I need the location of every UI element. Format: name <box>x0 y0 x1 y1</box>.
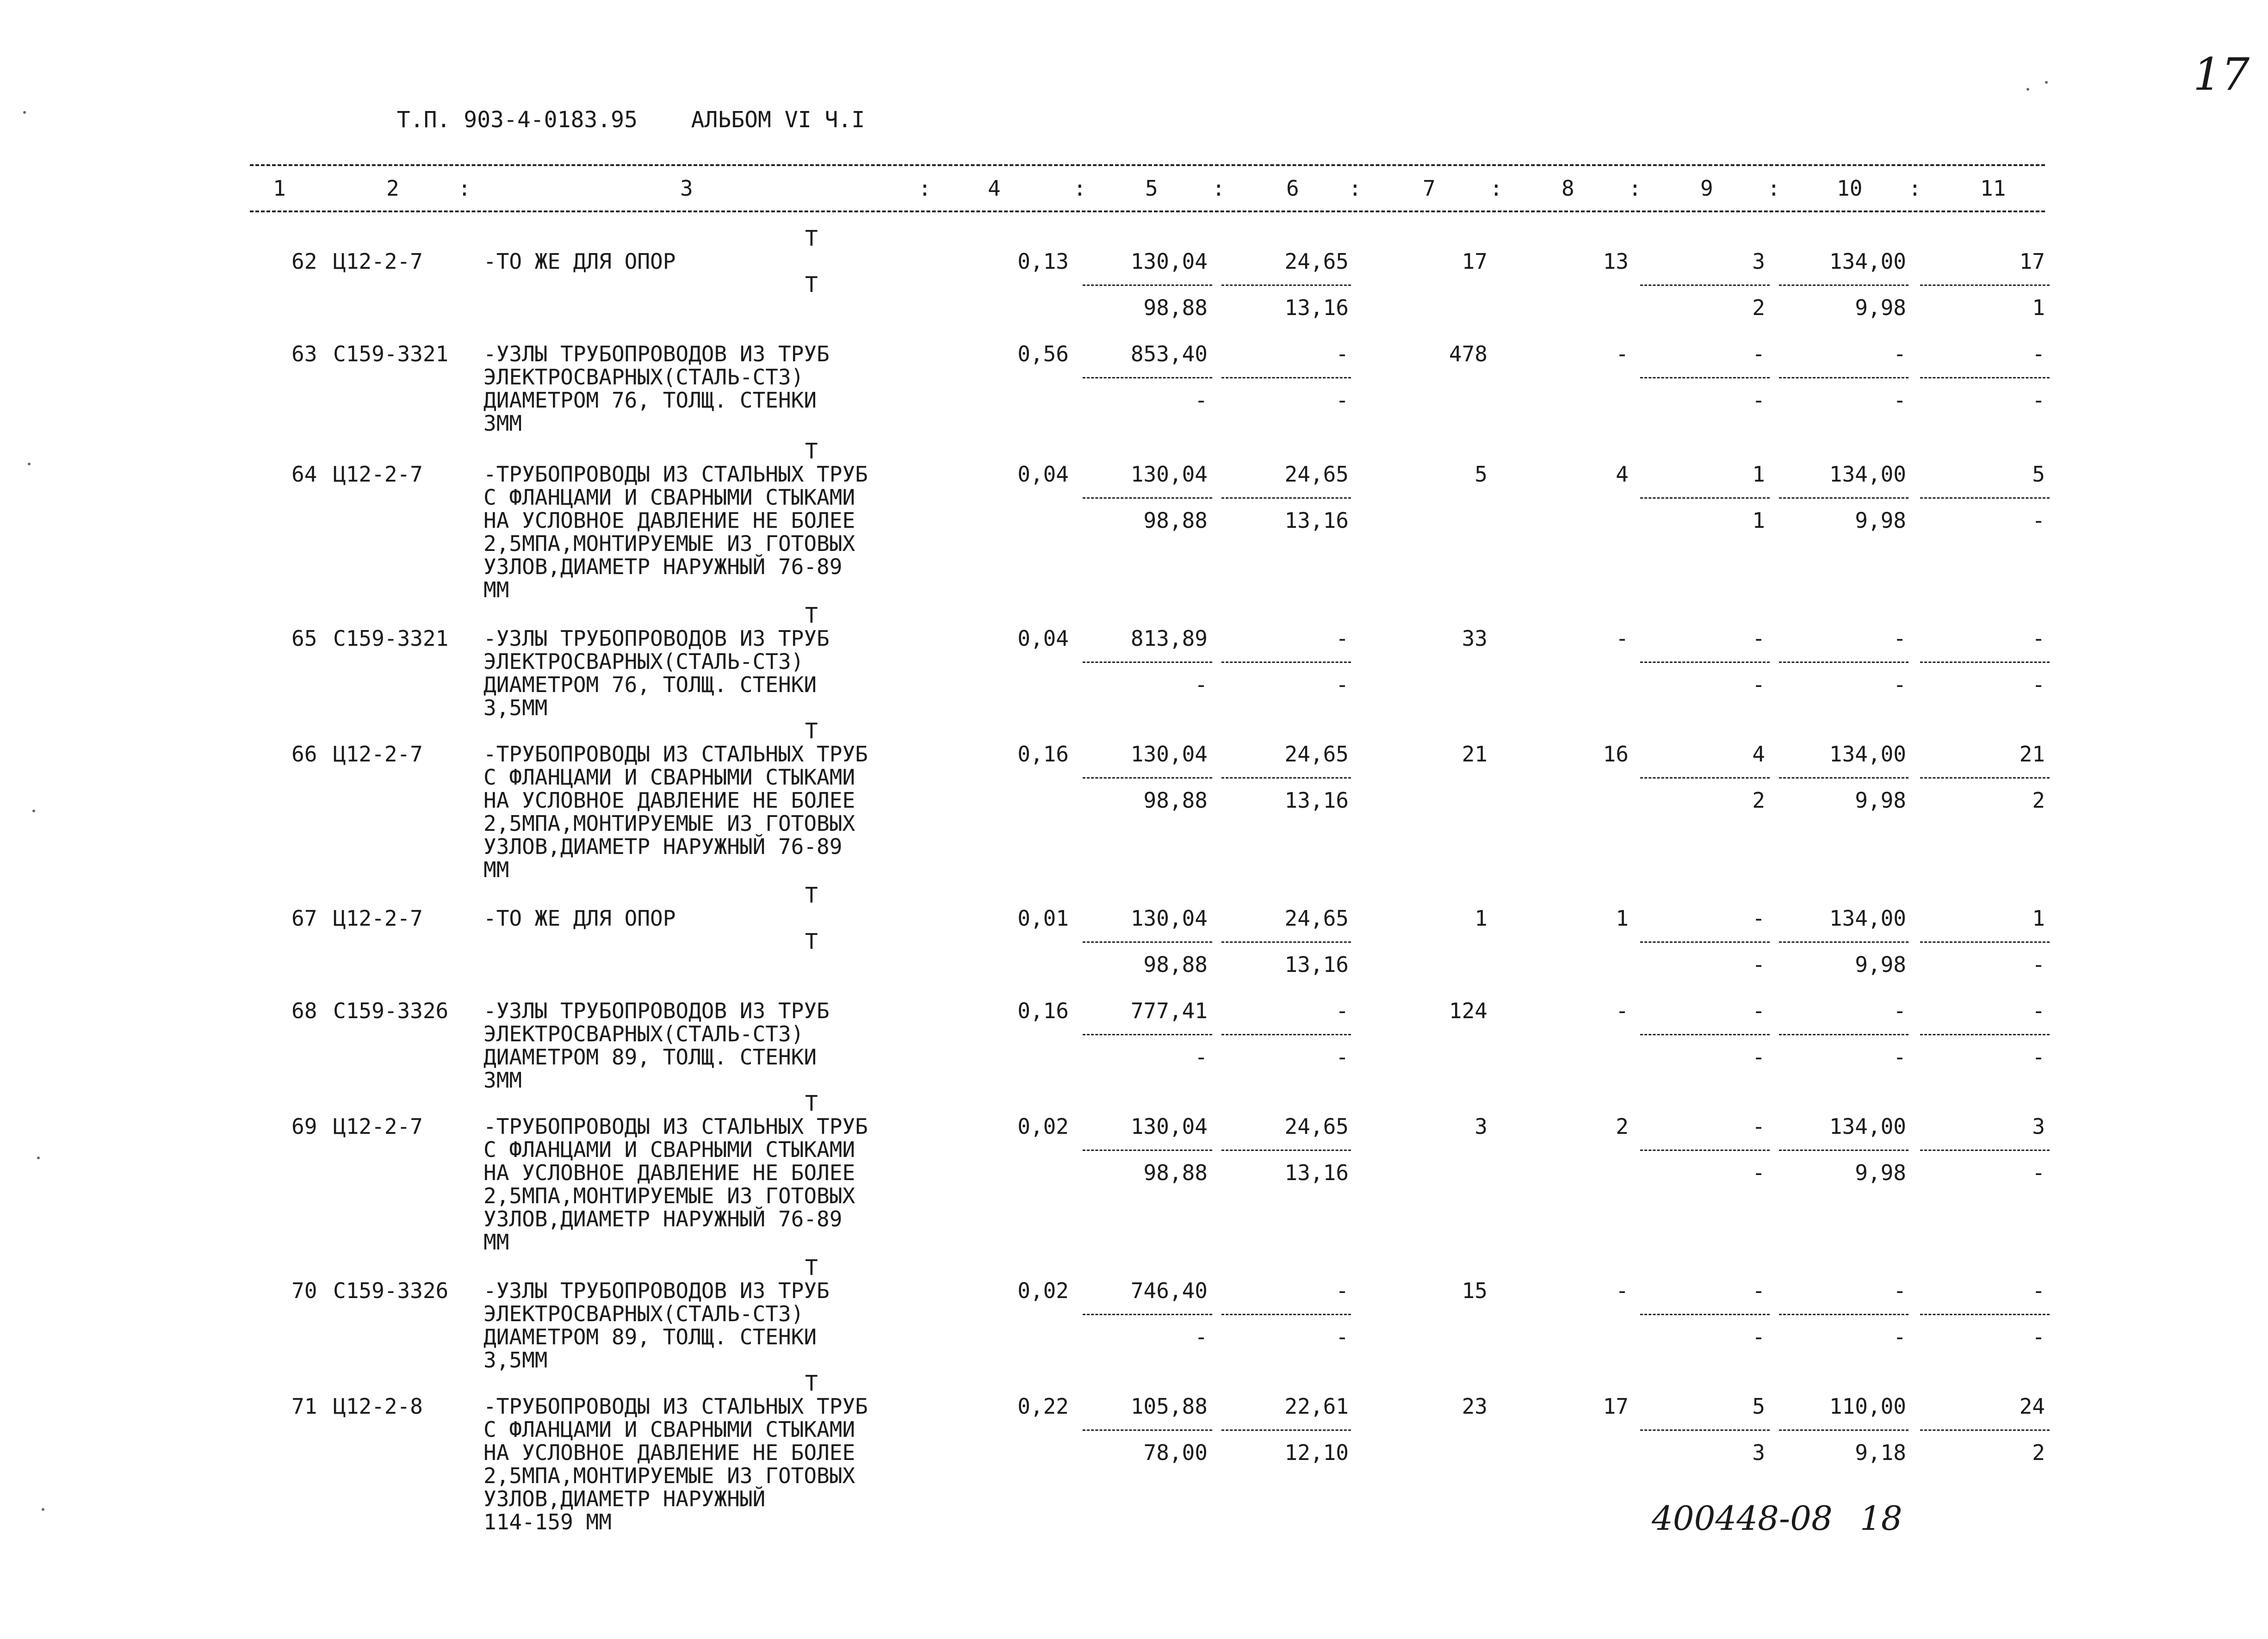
fraction-divider <box>1779 941 1909 943</box>
col5-bottom: - <box>1195 388 1208 413</box>
rate-code: Ц12-2-8 <box>333 1394 423 1419</box>
quantity: 0,16 <box>1017 998 1069 1023</box>
col7: 21 <box>1462 742 1487 767</box>
row-description: ДИАМЕТРОМ 76, ТОЛЩ. СТЕНКИ <box>483 388 817 413</box>
col10-top: 134,00 <box>1829 742 1906 767</box>
handwritten-number: 18 <box>1860 1499 1902 1538</box>
col10-top: - <box>1893 341 1906 366</box>
col7: 15 <box>1462 1278 1487 1303</box>
quantity: 0,13 <box>1017 249 1069 274</box>
fraction-divider <box>1221 1034 1351 1035</box>
fraction-divider <box>1221 1429 1351 1431</box>
fraction-divider <box>1083 941 1212 943</box>
row-description: -ТРУБОПРОВОДЫ ИЗ СТАЛЬНЫХ ТРУБ <box>483 1394 868 1419</box>
row-description: -УЗЛЫ ТРУБОПРОВОДОВ ИЗ ТРУБ <box>483 1278 830 1303</box>
rate-code: Ц12-2-7 <box>333 1114 423 1139</box>
unit-marker-top: Т <box>805 718 818 743</box>
col9-bottom: - <box>1752 388 1765 413</box>
unit-marker-top: Т <box>805 226 818 251</box>
col7: 23 <box>1462 1394 1487 1419</box>
row-description: ММ <box>483 857 509 882</box>
fraction-divider <box>1083 777 1212 779</box>
quantity: 0,16 <box>1017 742 1069 767</box>
fraction-divider <box>1779 662 1909 663</box>
row-description: ММ <box>483 577 509 602</box>
fraction-divider <box>1221 941 1351 943</box>
col11-bottom: - <box>2032 952 2045 977</box>
col8: - <box>1616 998 1629 1023</box>
col11-top: - <box>2032 998 2045 1023</box>
rate-code: Ц12-2-7 <box>333 249 423 274</box>
col5-top: 853,40 <box>1130 341 1208 366</box>
col8: - <box>1616 341 1629 366</box>
fraction-divider <box>1221 1150 1351 1151</box>
column-header: : <box>918 176 931 201</box>
col5-top: 130,04 <box>1130 742 1208 767</box>
quantity: 0,01 <box>1017 906 1069 931</box>
row-description: ДИАМЕТРОМ 76, ТОЛЩ. СТЕНКИ <box>483 672 817 697</box>
column-header: 1 <box>273 176 286 201</box>
fraction-divider <box>1640 777 1770 779</box>
fraction-divider <box>1920 1150 2050 1151</box>
column-header: 3 <box>680 176 693 201</box>
fraction-divider <box>1920 777 2050 779</box>
col10-bottom: 9,98 <box>1855 295 1906 320</box>
col11-bottom: - <box>2032 1045 2045 1070</box>
col7: 1 <box>1475 906 1487 931</box>
col11-bottom: - <box>2032 672 2045 697</box>
fraction-divider <box>1779 1034 1909 1035</box>
col9-bottom: - <box>1752 952 1765 977</box>
fraction-divider <box>1083 1314 1212 1315</box>
column-header: 9 <box>1700 176 1713 201</box>
fraction-divider <box>1920 1429 2050 1431</box>
col5-bottom: 98,88 <box>1143 952 1208 977</box>
col11-top: 3 <box>2032 1114 2045 1139</box>
col9-bottom: - <box>1752 1045 1765 1070</box>
quantity: 0,04 <box>1017 462 1069 487</box>
col8: - <box>1616 1278 1629 1303</box>
col7: 478 <box>1449 341 1487 366</box>
quantity: 0,56 <box>1017 341 1069 366</box>
row-description: ЭЛЕКТРОСВАРНЫХ(СТАЛЬ-СТ3) <box>483 365 804 390</box>
col7: 33 <box>1462 626 1487 651</box>
col11-top: 21 <box>2019 742 2045 767</box>
col5-bottom: 78,00 <box>1143 1440 1208 1465</box>
row-number: 68 <box>291 998 317 1023</box>
col5-bottom: 98,88 <box>1143 788 1208 813</box>
row-description: ЭЛЕКТРОСВАРНЫХ(СТАЛЬ-СТ3) <box>483 1021 804 1046</box>
col7: 3 <box>1475 1114 1487 1139</box>
rate-code: Ц12-2-7 <box>333 462 423 487</box>
col11-bottom: - <box>2032 508 2045 533</box>
col6-bottom: - <box>1336 1045 1349 1070</box>
column-header: 7 <box>1423 176 1436 201</box>
col9-bottom: 3 <box>1752 1440 1765 1465</box>
col10-bottom: - <box>1893 672 1906 697</box>
unit-marker-top: Т <box>805 883 818 908</box>
scan-speck <box>32 810 35 812</box>
col10-top: 110,00 <box>1829 1394 1906 1419</box>
col6-top: 24,65 <box>1284 742 1349 767</box>
col6-top: 22,61 <box>1284 1394 1349 1419</box>
col7: 124 <box>1449 998 1487 1023</box>
row-number: 64 <box>291 462 317 487</box>
col6-bottom: 13,16 <box>1284 952 1349 977</box>
column-header: : <box>1629 176 1642 201</box>
col5-bottom: 98,88 <box>1143 1160 1208 1185</box>
row-description: -ТРУБОПРОВОДЫ ИЗ СТАЛЬНЫХ ТРУБ <box>483 742 868 767</box>
col6-bottom: 13,16 <box>1284 508 1349 533</box>
unit-marker-bottom: Т <box>805 272 818 297</box>
unit-marker-top: Т <box>805 439 818 464</box>
row-description: ЭЛЕКТРОСВАРНЫХ(СТАЛЬ-СТ3) <box>483 1301 804 1326</box>
col10-top: - <box>1893 1278 1906 1303</box>
col9-top: - <box>1752 906 1765 931</box>
col9-bottom: 2 <box>1752 295 1765 320</box>
row-description: 3,5ММ <box>483 695 548 720</box>
col11-bottom: 2 <box>2032 788 2045 813</box>
row-description: УЗЛОВ,ДИАМЕТР НАРУЖНЫЙ 76-89 <box>483 1206 843 1231</box>
column-header: 6 <box>1286 176 1299 201</box>
fraction-divider <box>1920 662 2050 663</box>
col5-bottom: 98,88 <box>1143 508 1208 533</box>
row-description: ММ <box>483 1230 509 1255</box>
col6-bottom: 13,16 <box>1284 1160 1349 1185</box>
quantity: 0,04 <box>1017 626 1069 651</box>
col6-bottom: - <box>1336 672 1349 697</box>
col6-top: 24,65 <box>1284 249 1349 274</box>
col11-top: - <box>2032 626 2045 651</box>
col6-bottom: 12,10 <box>1284 1440 1349 1465</box>
col6-top: 24,65 <box>1284 462 1349 487</box>
row-description: 3,5ММ <box>483 1348 548 1373</box>
row-number: 67 <box>291 906 317 931</box>
fraction-divider <box>1920 497 2050 499</box>
column-header: : <box>458 176 471 201</box>
col5-top: 130,04 <box>1130 1114 1208 1139</box>
col11-top: 24 <box>2019 1394 2045 1419</box>
quantity: 0,02 <box>1017 1114 1069 1139</box>
column-header: 2 <box>386 176 399 201</box>
col9-bottom: - <box>1752 1160 1765 1185</box>
fraction-divider <box>1779 377 1909 378</box>
quantity: 0,02 <box>1017 1278 1069 1303</box>
unit-marker-top: Т <box>805 1255 818 1280</box>
fraction-divider <box>1083 285 1212 286</box>
col8: 4 <box>1616 462 1629 487</box>
row-number: 69 <box>291 1114 317 1139</box>
fraction-divider <box>1221 662 1351 663</box>
fraction-divider <box>1083 1034 1212 1035</box>
col5-bottom: 98,88 <box>1143 295 1208 320</box>
row-description: -ТО ЖЕ ДЛЯ ОПОР <box>483 249 676 274</box>
fraction-divider <box>1920 941 2050 943</box>
col10-top: 134,00 <box>1829 462 1906 487</box>
fraction-divider <box>1640 1429 1770 1431</box>
rate-code: Ц12-2-7 <box>333 906 423 931</box>
row-description: С ФЛАНЦАМИ И СВАРНЫМИ СТЫКАМИ <box>483 1137 855 1162</box>
col9-top: - <box>1752 998 1765 1023</box>
row-description: ДИАМЕТРОМ 89, ТОЛЩ. СТЕНКИ <box>483 1045 817 1070</box>
row-description: С ФЛАНЦАМИ И СВАРНЫМИ СТЫКАМИ <box>483 765 855 790</box>
fraction-divider <box>1221 377 1351 378</box>
fraction-divider <box>1779 285 1909 286</box>
row-description: С ФЛАНЦАМИ И СВАРНЫМИ СТЫКАМИ <box>483 1417 855 1442</box>
row-description: НА УСЛОВНОЕ ДАВЛЕНИЕ НЕ БОЛЕЕ <box>483 1440 855 1465</box>
col11-bottom: - <box>2032 1324 2045 1349</box>
scan-speck <box>42 1508 44 1511</box>
col10-bottom: 9,98 <box>1855 952 1906 977</box>
col11-top: - <box>2032 1278 2045 1303</box>
col8: 16 <box>1603 742 1629 767</box>
row-description: -УЗЛЫ ТРУБОПРОВОДОВ ИЗ ТРУБ <box>483 341 830 366</box>
scan-speck <box>28 463 31 465</box>
col5-bottom: - <box>1195 1045 1208 1070</box>
col8: 2 <box>1616 1114 1629 1139</box>
scan-speck <box>37 1157 40 1159</box>
col5-top: 813,89 <box>1130 626 1208 651</box>
col6-top: 24,65 <box>1284 1114 1349 1139</box>
table-header-rule <box>250 210 2045 212</box>
col7: 5 <box>1475 462 1487 487</box>
col6-bottom: - <box>1336 388 1349 413</box>
col6-top: - <box>1336 998 1349 1023</box>
col5-top: 130,04 <box>1130 906 1208 931</box>
row-description: -УЗЛЫ ТРУБОПРОВОДОВ ИЗ ТРУБ <box>483 626 830 651</box>
row-description: 3ММ <box>483 1068 522 1093</box>
unit-marker-top: Т <box>805 1091 818 1116</box>
col10-top: 134,00 <box>1829 906 1906 931</box>
handwritten-code: 400448-08 <box>1652 1499 1833 1538</box>
fraction-divider <box>1779 497 1909 499</box>
fraction-divider <box>1779 777 1909 779</box>
col9-top: - <box>1752 341 1765 366</box>
row-description: НА УСЛОВНОЕ ДАВЛЕНИЕ НЕ БОЛЕЕ <box>483 788 855 813</box>
col9-bottom: 2 <box>1752 788 1765 813</box>
col9-top: - <box>1752 1114 1765 1139</box>
row-number: 65 <box>291 626 317 651</box>
col8: 1 <box>1616 906 1629 931</box>
row-description: УЗЛОВ,ДИАМЕТР НАРУЖНЫЙ 76-89 <box>483 554 843 579</box>
fraction-divider <box>1221 777 1351 779</box>
rate-code: Ц12-2-7 <box>333 742 423 767</box>
row-description: -УЗЛЫ ТРУБОПРОВОДОВ ИЗ ТРУБ <box>483 998 830 1023</box>
col8: - <box>1616 626 1629 651</box>
row-description: С ФЛАНЦАМИ И СВАРНЫМИ СТЫКАМИ <box>483 485 855 510</box>
rate-code: С159-3321 <box>333 626 449 651</box>
row-description: -ТРУБОПРОВОДЫ ИЗ СТАЛЬНЫХ ТРУБ <box>483 1114 868 1139</box>
fraction-divider <box>1640 662 1770 663</box>
row-description: 2,5МПА,МОНТИРУЕМЫЕ ИЗ ГОТОВЫХ <box>483 531 855 556</box>
col11-top: 17 <box>2019 249 2045 274</box>
col5-top: 130,04 <box>1130 462 1208 487</box>
column-header: : <box>1349 176 1362 201</box>
scan-speck <box>2026 88 2029 91</box>
fraction-divider <box>1920 1034 2050 1035</box>
row-description: НА УСЛОВНОЕ ДАВЛЕНИЕ НЕ БОЛЕЕ <box>483 508 855 533</box>
row-description: 2,5МПА,МОНТИРУЕМЫЕ ИЗ ГОТОВЫХ <box>483 811 855 836</box>
column-header: : <box>1767 176 1780 201</box>
col10-bottom: 9,98 <box>1855 1160 1906 1185</box>
fraction-divider <box>1640 1150 1770 1151</box>
col10-top: - <box>1893 998 1906 1023</box>
row-description: УЗЛОВ,ДИАМЕТР НАРУЖНЫЙ <box>483 1486 766 1511</box>
rate-code: С159-3321 <box>333 341 449 366</box>
col8: 13 <box>1603 249 1629 274</box>
unit-marker-top: Т <box>805 1371 818 1396</box>
fraction-divider <box>1640 285 1770 286</box>
fraction-divider <box>1640 1314 1770 1315</box>
col5-top: 777,41 <box>1130 998 1208 1023</box>
fraction-divider <box>1083 662 1212 663</box>
col7: 17 <box>1462 249 1487 274</box>
col5-bottom: - <box>1195 1324 1208 1349</box>
fraction-divider <box>1640 497 1770 499</box>
row-number: 63 <box>291 341 317 366</box>
col6-bottom: - <box>1336 1324 1349 1349</box>
row-number: 66 <box>291 742 317 767</box>
col6-bottom: 13,16 <box>1284 788 1349 813</box>
col6-top: - <box>1336 341 1349 366</box>
col8: 17 <box>1603 1394 1629 1419</box>
fraction-divider <box>1083 377 1212 378</box>
col9-bottom: - <box>1752 1324 1765 1349</box>
row-number: 71 <box>291 1394 317 1419</box>
fraction-divider <box>1083 497 1212 499</box>
col5-top: 130,04 <box>1130 249 1208 274</box>
row-description: -ТРУБОПРОВОДЫ ИЗ СТАЛЬНЫХ ТРУБ <box>483 462 868 487</box>
row-description: 2,5МПА,МОНТИРУЕМЫЕ ИЗ ГОТОВЫХ <box>483 1463 855 1488</box>
fraction-divider <box>1221 1314 1351 1315</box>
scan-speck <box>23 111 26 114</box>
album-label: АЛЬБОМ VI Ч.I <box>691 107 865 133</box>
col5-bottom: - <box>1195 672 1208 697</box>
col10-top: 134,00 <box>1829 249 1906 274</box>
fraction-divider <box>1083 1429 1212 1431</box>
fraction-divider <box>1221 497 1351 499</box>
column-header: : <box>1212 176 1225 201</box>
col11-top: 1 <box>2032 906 2045 931</box>
col6-top: - <box>1336 1278 1349 1303</box>
col11-top: - <box>2032 341 2045 366</box>
col11-bottom: - <box>2032 388 2045 413</box>
col10-bottom: 9,98 <box>1855 788 1906 813</box>
column-header: 5 <box>1145 176 1158 201</box>
quantity: 0,22 <box>1017 1394 1069 1419</box>
col9-top: 3 <box>1752 249 1765 274</box>
col11-bottom: 2 <box>2032 1440 2045 1465</box>
column-header: 8 <box>1562 176 1574 201</box>
col5-top: 746,40 <box>1130 1278 1208 1303</box>
col9-bottom: 1 <box>1752 508 1765 533</box>
rate-code: С159-3326 <box>333 1278 449 1303</box>
page-number: 17 <box>2193 49 2250 100</box>
row-description: -ТО ЖЕ ДЛЯ ОПОР <box>483 906 676 931</box>
column-header: 11 <box>1980 176 2006 201</box>
row-number: 70 <box>291 1278 317 1303</box>
row-description: 3ММ <box>483 411 522 436</box>
fraction-divider <box>1779 1429 1909 1431</box>
doc-ref: Т.П. 903-4-0183.95 <box>397 107 638 133</box>
table-top-rule <box>250 164 2045 166</box>
column-header: : <box>1073 176 1086 201</box>
column-header: : <box>1490 176 1503 201</box>
rate-code: С159-3326 <box>333 998 449 1023</box>
column-header: : <box>1909 176 1921 201</box>
row-description: ЭЛЕКТРОСВАРНЫХ(СТАЛЬ-СТ3) <box>483 649 804 674</box>
fraction-divider <box>1640 1034 1770 1035</box>
col9-top: 1 <box>1752 462 1765 487</box>
document-reference <box>370 81 865 133</box>
fraction-divider <box>1920 285 2050 286</box>
row-number: 62 <box>291 249 317 274</box>
scan-speck <box>2045 81 2048 84</box>
col10-bottom: 9,98 <box>1855 508 1906 533</box>
col10-bottom: - <box>1893 1045 1906 1070</box>
fraction-divider <box>1779 1150 1909 1151</box>
col10-bottom: - <box>1893 1324 1906 1349</box>
fraction-divider <box>1640 377 1770 378</box>
col9-top: - <box>1752 1278 1765 1303</box>
col9-top: 5 <box>1752 1394 1765 1419</box>
col11-bottom: 1 <box>2032 295 2045 320</box>
col9-top: - <box>1752 626 1765 651</box>
row-description: УЗЛОВ,ДИАМЕТР НАРУЖНЫЙ 76-89 <box>483 834 843 859</box>
fraction-divider <box>1083 1150 1212 1151</box>
row-description: НА УСЛОВНОЕ ДАВЛЕНИЕ НЕ БОЛЕЕ <box>483 1160 855 1185</box>
col10-top: 134,00 <box>1829 1114 1906 1139</box>
col5-top: 105,88 <box>1130 1394 1208 1419</box>
row-description: ДИАМЕТРОМ 89, ТОЛЩ. СТЕНКИ <box>483 1324 817 1349</box>
fraction-divider <box>1221 285 1351 286</box>
col9-bottom: - <box>1752 672 1765 697</box>
unit-marker-top: Т <box>805 603 818 628</box>
col6-top: - <box>1336 626 1349 651</box>
col10-top: - <box>1893 626 1906 651</box>
col11-top: 5 <box>2032 462 2045 487</box>
fraction-divider <box>1920 377 2050 378</box>
fraction-divider <box>1640 941 1770 943</box>
fraction-divider <box>1920 1314 2050 1315</box>
col6-top: 24,65 <box>1284 906 1349 931</box>
row-description: 114-159 ММ <box>483 1509 612 1534</box>
fraction-divider <box>1779 1314 1909 1315</box>
col9-top: 4 <box>1752 742 1765 767</box>
column-header: 4 <box>988 176 1001 201</box>
unit-marker-bottom: Т <box>805 929 818 954</box>
col10-bottom: 9,18 <box>1855 1440 1906 1465</box>
col10-bottom: - <box>1893 388 1906 413</box>
col11-bottom: - <box>2032 1160 2045 1185</box>
column-header: 10 <box>1837 176 1863 201</box>
col6-bottom: 13,16 <box>1284 295 1349 320</box>
row-description: 2,5МПА,МОНТИРУЕМЫЕ ИЗ ГОТОВЫХ <box>483 1183 855 1208</box>
